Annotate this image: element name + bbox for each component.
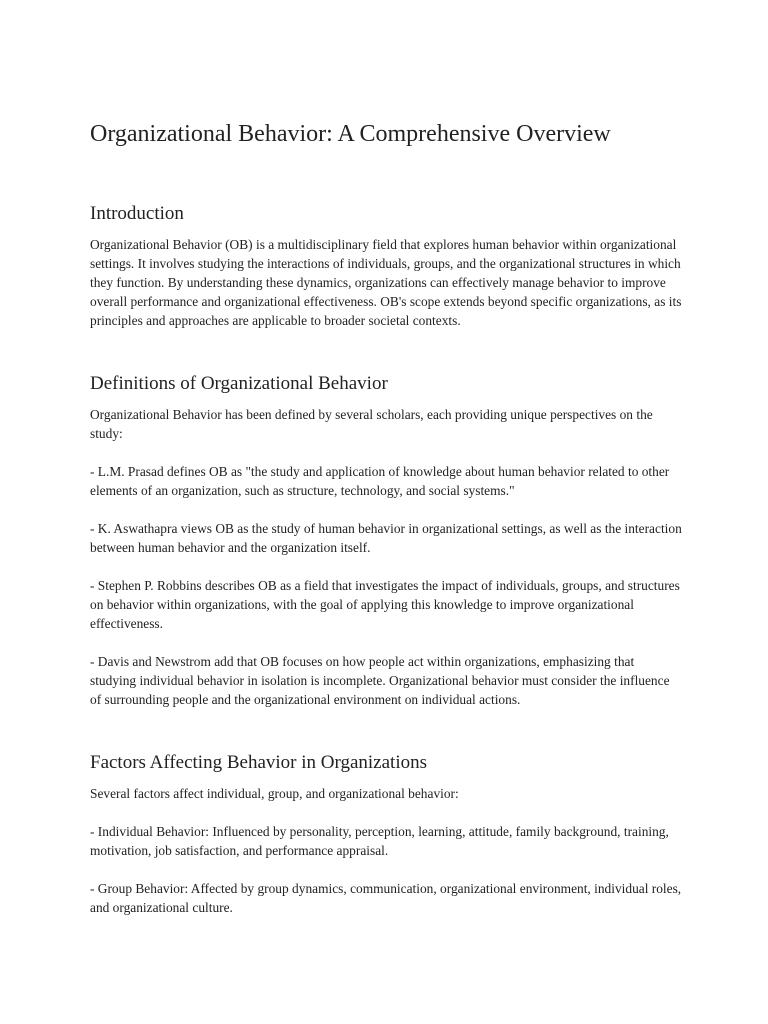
section-definitions (90, 372, 682, 709)
section-heading-introduction: Introduction (90, 203, 184, 224)
document-title: Organizational Behavior: A Comprehensive Overview (90, 121, 611, 147)
section-factors (90, 751, 682, 917)
paragraph: Organizational Behavior (OB) is a multidisciplinary field that explores human behavior within organizational settings. It involves studying the interactions of individuals, groups, and the organizational structures in which they function. By understanding these dynamics, organizations can effectively manage behavior to improve overall performance and organizational effectiveness. OB's scope extends beyond specific organizations, as its principles and approaches are applicable to broader societal contexts. (90, 237, 682, 328)
paragraph: Organizational Behavior has been defined by several scholars, each providing unique perspectives on the study: (90, 407, 653, 441)
document-page (90, 118, 682, 959)
paragraph: Several factors affect individual, group, and organizational behavior: (90, 786, 459, 801)
section-heading-factors: Factors Affecting Behavior in Organizations (90, 752, 427, 773)
definition-item: - Davis and Newstrom add that OB focuses on how people act within organizations, emphasizing that studying individual behavior in isolation is incomplete. Organizational behavior must consider the influence of surrounding people and the organizational environment on individual actions. (90, 654, 670, 707)
factor-item: - Group Behavior: Affected by group dynamics, communication, organizational environment, individual roles, and organizational culture. (90, 881, 682, 915)
definition-item: - L.M. Prasad defines OB as "the study and application of knowledge about human behavior related to other elements of an organization, such as structure, technology, and social systems." (90, 464, 670, 498)
factor-item: - Individual Behavior: Influenced by personality, perception, learning, attitude, family background, training, motivation, job satisfaction, and performance appraisal. (90, 824, 669, 858)
section-introduction (90, 202, 682, 330)
section-heading-definitions: Definitions of Organizational Behavior (90, 373, 388, 394)
definition-item: - Stephen P. Robbins describes OB as a field that investigates the impact of individuals, groups, and structures on behavior within organizations, with the goal of applying this knowledge to improve organizational effectiveness. (90, 578, 680, 631)
definition-item: - K. Aswathapra views OB as the study of human behavior in organizational settings, as well as the interaction between human behavior and the organization itself. (90, 521, 682, 555)
